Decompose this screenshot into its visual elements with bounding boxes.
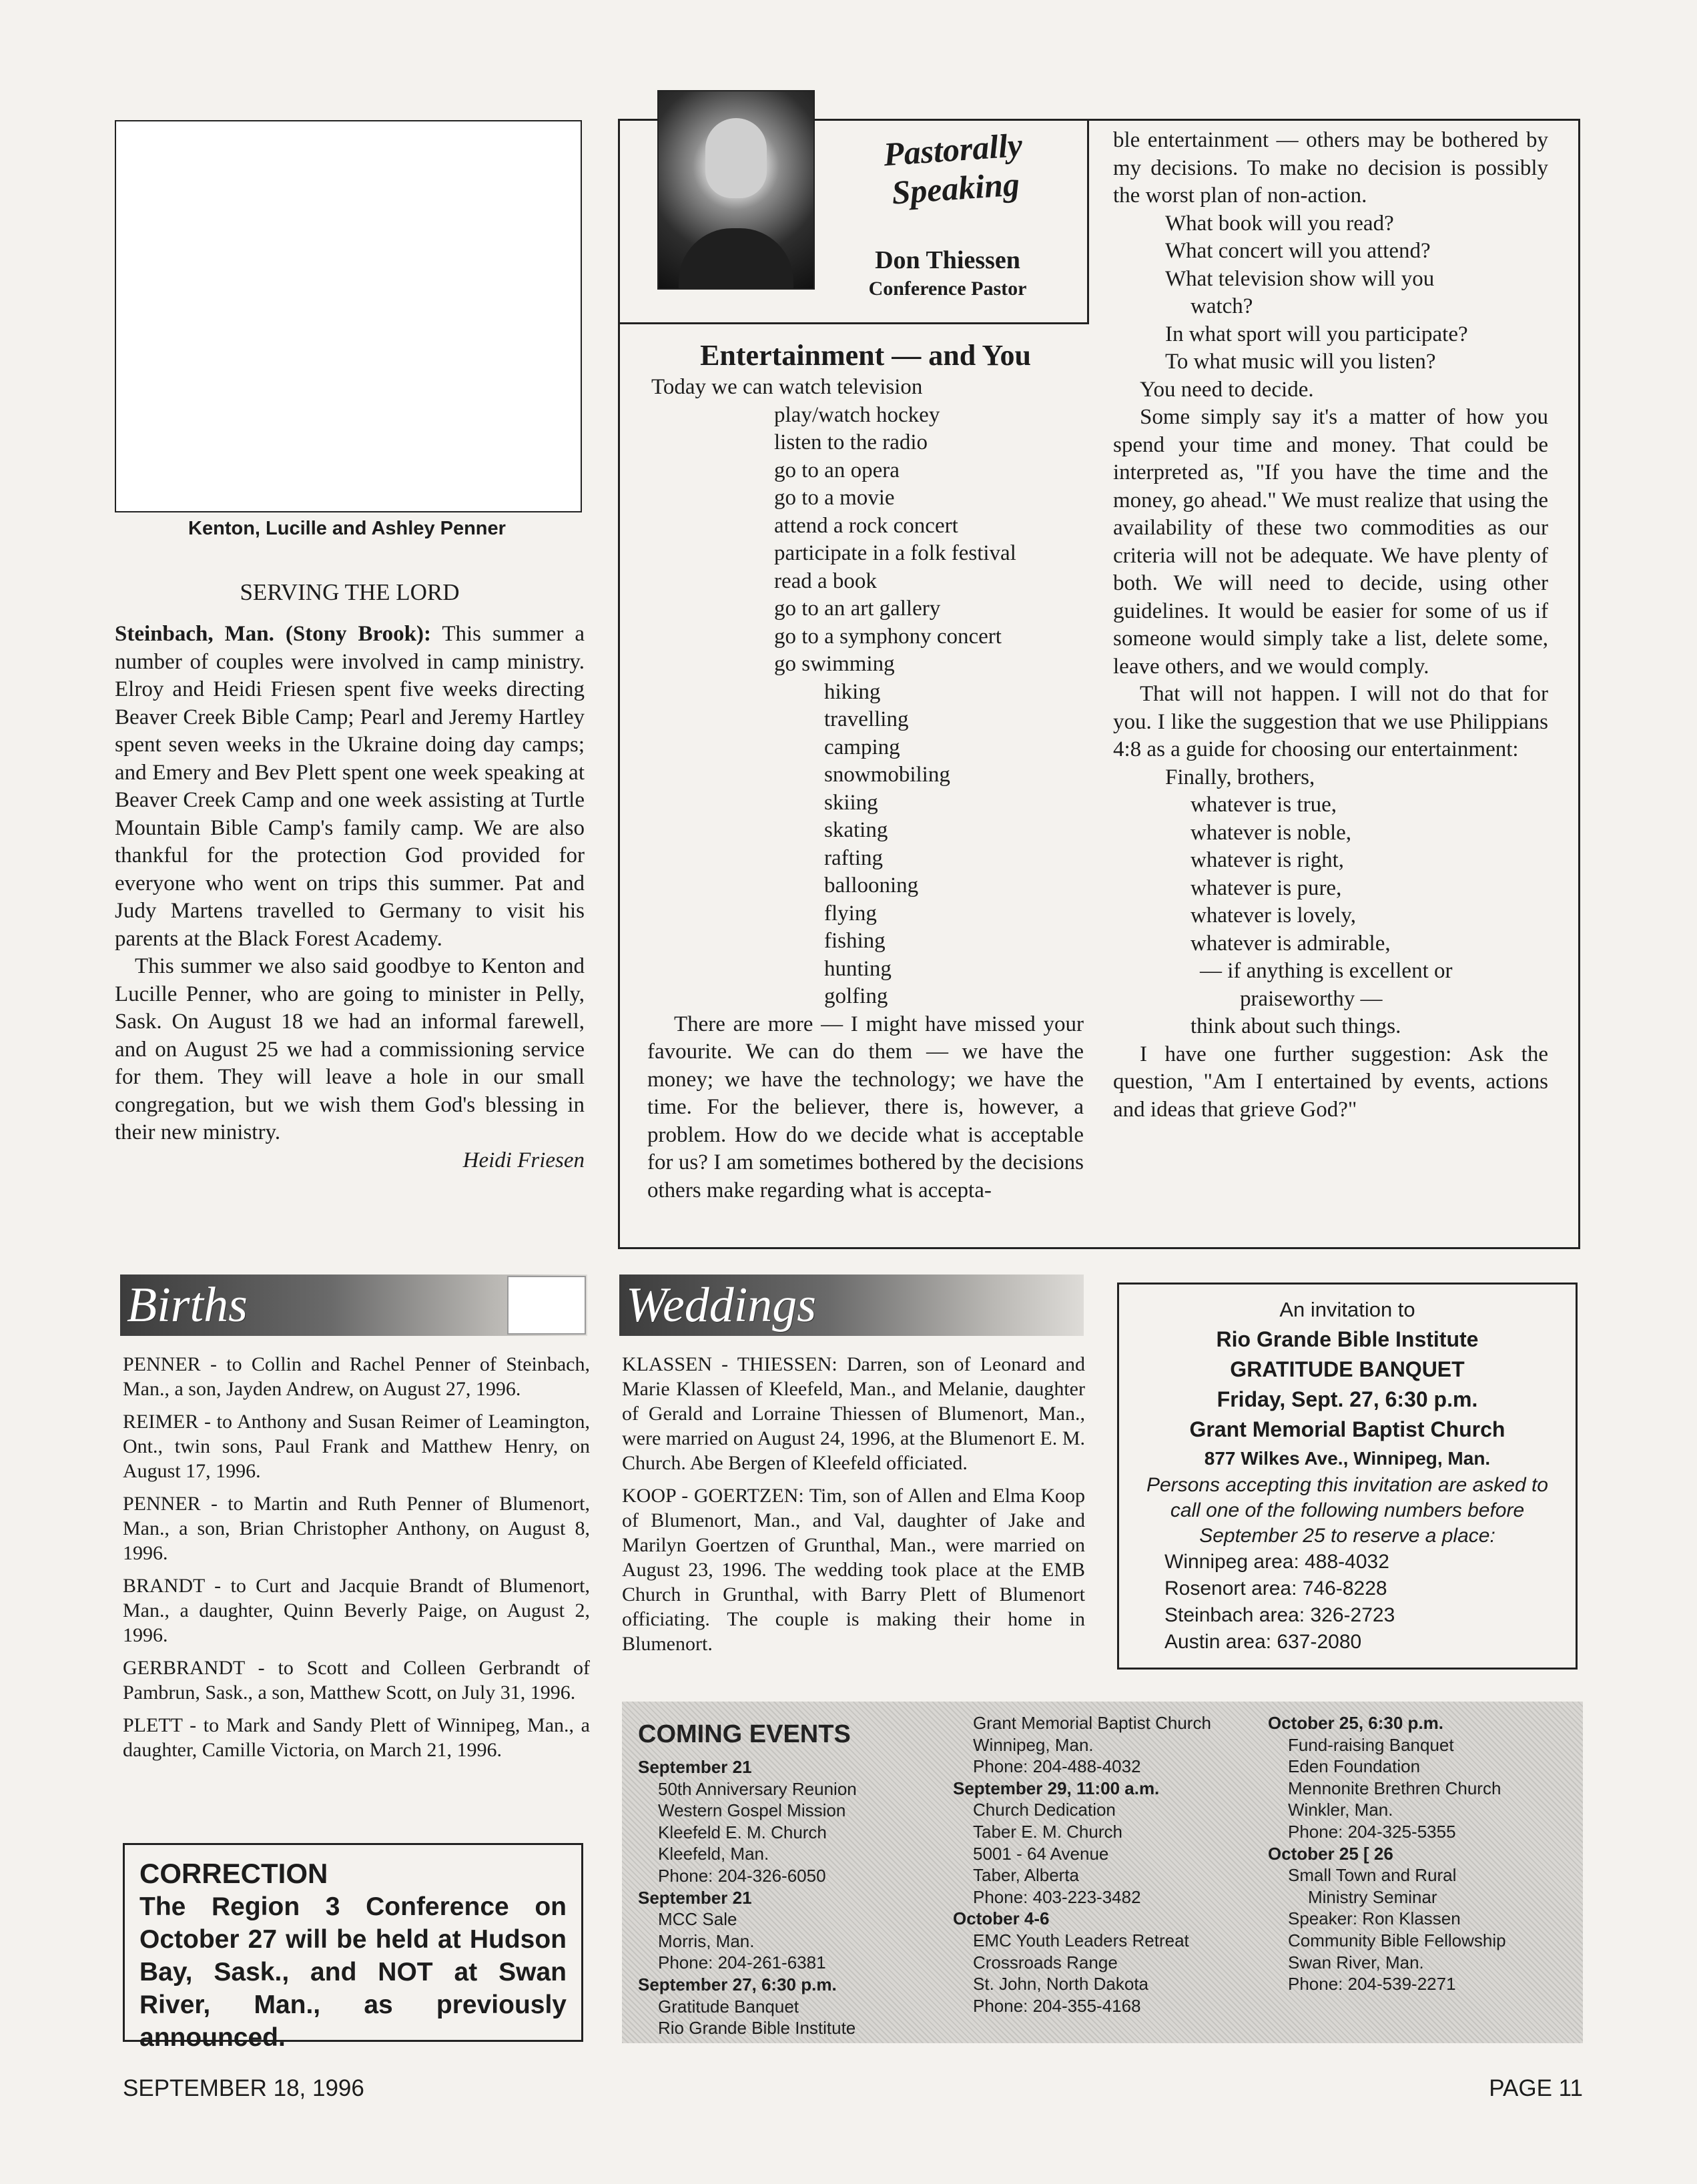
- activity-item: hiking: [824, 679, 881, 704]
- event-line: Swan River, Man.: [1288, 1952, 1424, 1972]
- question-item: What concert will you attend?: [1165, 239, 1431, 263]
- activity-list-1: [647, 402, 1084, 679]
- serving-title: SERVING THE LORD: [240, 579, 460, 605]
- event-line: St. John, North Dakota: [973, 1974, 1149, 1994]
- pastoral-author: Don Thiessen: [875, 246, 1020, 274]
- birth-entry: PLETT - to Mark and Sandy Plett of Winnipeg, Man., a daughter, Camille Victoria, on March 21, 1996.: [123, 1714, 590, 1761]
- verse-line: whatever is true,: [1191, 793, 1337, 817]
- event-line: Phone: 204-539-2271: [1288, 1974, 1456, 1994]
- event-line: Rio Grande Bible Institute: [658, 2018, 856, 2039]
- footer-page-number: PAGE 11: [1489, 2075, 1583, 2101]
- weddings-banner: [619, 1275, 1084, 1336]
- event-item: [638, 1974, 925, 2039]
- event-item: [953, 1778, 1247, 1908]
- event-date: September 21: [638, 1887, 752, 1908]
- birth-entry: PENNER - to Collin and Rachel Penner of Steinbach, Man., a son, Jayden Andrew, on August 27, 1996.: [123, 1353, 590, 1400]
- activity-item: skiing: [824, 790, 878, 815]
- verse-line: whatever is noble,: [1191, 820, 1352, 845]
- invitation-line-2: GRATITUDE BANQUET: [1230, 1357, 1465, 1381]
- activity-item: snowmobiling: [824, 763, 950, 787]
- event-date: October 25 [ 26: [1268, 1843, 1393, 1864]
- author-photo-head: [705, 118, 767, 198]
- serving-byline: Heidi Friesen: [462, 1148, 585, 1172]
- verse-line: whatever is admirable,: [1191, 931, 1391, 956]
- verse-list: [1113, 764, 1548, 1041]
- event-line: Taber E. M. Church: [973, 1821, 1122, 1842]
- activity-item: attend a rock concert: [774, 513, 958, 538]
- event-line: Gratitude Banquet: [658, 1996, 799, 2017]
- events-title: COMING EVENTS: [638, 1720, 851, 1748]
- logo-line-2: Speaking: [890, 165, 1021, 212]
- activity-item: participate in a folk festival: [774, 541, 1016, 565]
- activity-item: flying: [824, 901, 877, 926]
- verse-line: whatever is right,: [1191, 848, 1345, 872]
- invitation-phone: Steinbach area: 326-2723: [1164, 1604, 1395, 1626]
- verse-line: whatever is pure,: [1191, 875, 1342, 900]
- births-banner-box: [507, 1276, 586, 1335]
- question-item: watch?: [1191, 294, 1253, 318]
- event-line: Fund-raising Banquet: [1288, 1734, 1454, 1755]
- event-line: Community Bible Fellowship: [1288, 1930, 1506, 1950]
- birth-entry: PENNER - to Martin and Ruth Penner of Blumenort, Man., a son, Brian Christopher Anthony, on August 8, 1996.: [123, 1493, 590, 1564]
- activity-item: play/watch hockey: [774, 402, 940, 427]
- event-date: September 21: [638, 1757, 752, 1777]
- event-line: Taber, Alberta: [973, 1865, 1079, 1886]
- serving-article: [115, 579, 585, 1174]
- serving-paragraph-2: This summer we also said goodbye to Kenton and Lucille Penner, who are going to minister in Pelly, Sask. On August 18 we had an informal farewell, and on August 25 we had a commissioning service for them. They will leave a hole in our small congregation, but we wish them God's blessing in their new ministry.: [115, 954, 585, 1144]
- weddings-list: [622, 1352, 1085, 1656]
- invitation-intro: An invitation to: [1279, 1298, 1415, 1321]
- event-line: Kleefeld E. M. Church: [658, 1822, 827, 1842]
- pastoral-decide: You need to decide.: [1140, 377, 1314, 402]
- wedding-entry: KLASSEN - THIESSEN: Darren, son of Leonard and Marie Klassen of Kleefeld, Man., and Melanie, daughter of Gerald and Lorraine Thiessen of Blumenort, Man., were married on August 24, 1996, at the Blumenort E. M. Church. Abe Bergen of Kleefeld officiated.: [622, 1353, 1085, 1474]
- birth-entry: BRANDT - to Curt and Jacquie Brandt of Blumenort, Man., a daughter, Quinn Beverly Paige, on August 2, 1996.: [123, 1575, 590, 1646]
- activity-list-2: [647, 679, 1084, 1011]
- photo-caption: Kenton, Lucille and Ashley Penner: [188, 518, 506, 539]
- event-line: Western Gospel Mission: [658, 1800, 846, 1821]
- event-line: Phone: 204-355-4168: [973, 1995, 1141, 2016]
- verse-line: — if anything is excellent or: [1200, 959, 1453, 983]
- event-line: Kleefeld, Man.: [658, 1844, 769, 1864]
- author-photo: [657, 90, 815, 290]
- births-list: [123, 1352, 590, 1762]
- invitation-phone: Rosenort area: 746-8228: [1164, 1577, 1387, 1599]
- event-line: Winnipeg, Man.: [973, 1734, 1094, 1755]
- verse-line: whatever is lovely,: [1191, 903, 1357, 928]
- invitation-address: 877 Wilkes Ave., Winnipeg, Man.: [1204, 1448, 1491, 1469]
- activity-item: go to a symphony concert: [774, 624, 1002, 649]
- invitation-phone: Winnipeg area: 488-4032: [1164, 1551, 1389, 1573]
- author-photo-suit: [679, 228, 793, 288]
- activity-item: golfing: [824, 984, 888, 1008]
- invitation-note: Persons accepting this invitation are asked to call one of the following numbers before September 25 to reserve a place:: [1146, 1474, 1548, 1547]
- pastoral-paragraph-more: There are more — I might have missed your favourite. We can do them — we have the money; we have the technology; we have the time. For the believer, there is, however, a problem. How do we decide what is acceptable for us? I am sometimes bothered by the decisions others make regarding what is accepta-: [647, 1012, 1084, 1202]
- event-line: Ministry Seminar: [1308, 1886, 1437, 1907]
- verse-line: Finally, brothers,: [1165, 765, 1315, 789]
- weddings-header: Weddings: [626, 1278, 817, 1333]
- event-line: 50th Anniversary Reunion: [658, 1778, 857, 1799]
- event-item: [638, 1756, 925, 1887]
- event-line: Eden Foundation: [1288, 1756, 1421, 1777]
- event-date: October 4-6: [953, 1908, 1050, 1929]
- event-line: Phone: 403-223-3482: [973, 1886, 1141, 1907]
- event-item: [1268, 1843, 1575, 1995]
- activity-item: camping: [824, 735, 900, 759]
- event-line: Phone: 204-261-6381: [658, 1952, 826, 1973]
- verse-line: think about such things.: [1191, 1014, 1401, 1038]
- event-line: EMC Youth Leaders Retreat: [973, 1930, 1189, 1950]
- coming-events-panel: [622, 1702, 1583, 2043]
- invitation-phones: [1139, 1549, 1556, 1656]
- footer-date: SEPTEMBER 18, 1996: [123, 2075, 364, 2101]
- event-line: Morris, Man.: [658, 1930, 755, 1951]
- birth-entry: GERBRANDT - to Scott and Colleen Gerbrandt of Pambrun, Sask., a son, Matthew Scott, on July 31, 1996.: [123, 1657, 590, 1704]
- event-line: Speaker: Ron Klassen: [1288, 1908, 1461, 1929]
- pastoral-title: Entertainment — and You: [700, 339, 1031, 372]
- pastoral-role: Conference Pastor: [868, 278, 1027, 300]
- question-list: [1113, 210, 1548, 376]
- wedding-entry: KOOP - GOERTZEN: Tim, son of Allen and Elma Koop of Blumenort, Man., and Val, daughter of Jake and Marilyn Goertzen of Grunthal, Man., were married on August 23, 1996. The wedding took place at the EMB Church in Grunthal, with Barry Plett of Blumenort officiating. The couple is making their home in Blumenort.: [622, 1485, 1085, 1655]
- event-line: Winkler, Man.: [1288, 1800, 1393, 1820]
- photo-frame: [115, 120, 582, 512]
- event-line: Mennonite Brethren Church: [1288, 1778, 1501, 1798]
- activity-item: listen to the radio: [774, 430, 928, 454]
- correction-box: [123, 1843, 583, 2052]
- question-item: In what sport will you participate?: [1165, 322, 1468, 346]
- pastoral-column-1: [647, 338, 1084, 1204]
- serving-dateline: Steinbach, Man. (Stony Brook):: [115, 622, 431, 646]
- correction-text: The Region 3 Conference on October 27 will be held at Hudson Bay, Sask., and NOT at Swan River, Man., as previously announced.: [139, 1892, 567, 2052]
- event-date: September 27, 6:30 p.m.: [638, 1974, 837, 1994]
- activity-item: ballooning: [824, 873, 919, 897]
- event-line: Phone: 204-325-5355: [1288, 1821, 1456, 1842]
- event-line: Phone: 204-488-4032: [973, 1756, 1141, 1777]
- invitation-line-1: Rio Grande Bible Institute: [1216, 1327, 1479, 1351]
- invitation-box: [1117, 1283, 1578, 1670]
- serving-paragraph-1: [115, 621, 585, 953]
- activity-item: go to a movie: [774, 486, 895, 510]
- births-header: Births: [127, 1278, 248, 1333]
- invitation-line-4: Grant Memorial Baptist Church: [1189, 1417, 1505, 1441]
- event-line: Crossroads Range: [973, 1952, 1118, 1972]
- activity-item: skating: [824, 818, 888, 842]
- event-line: Small Town and Rural: [1288, 1865, 1457, 1886]
- question-item: What book will you read?: [1165, 211, 1394, 236]
- event-line: Phone: 204-326-6050: [658, 1865, 826, 1886]
- birth-entry: REIMER - to Anthony and Susan Reimer of Leamington, Ont., twin sons, Paul Frank and Matthew Henry, on August 17, 1996.: [123, 1411, 590, 1482]
- pastoral-col2-paragraph-4: I have one further suggestion: Ask the question, "Am I entertained by events, actions and ideas that grieve God?": [1113, 1042, 1548, 1122]
- correction-title: CORRECTION: [139, 1858, 328, 1889]
- event-line: Grant Memorial Baptist Church: [973, 1713, 1211, 1733]
- invitation-line-3: Friday, Sept. 27, 6:30 p.m.: [1217, 1387, 1478, 1411]
- activity-item: go swimming: [774, 652, 895, 676]
- event-item: [1268, 1712, 1575, 1843]
- pastoral-column-2: [1113, 127, 1548, 1124]
- events-column-3: [1268, 1712, 1575, 1995]
- activity-item: rafting: [824, 845, 883, 870]
- event-line: MCC Sale: [658, 1909, 737, 1930]
- activity-item: read a book: [774, 569, 877, 593]
- activity-item: travelling: [824, 707, 909, 731]
- activity-item: hunting: [824, 956, 892, 981]
- question-item: What television show will you: [1165, 266, 1435, 291]
- activity-item: fishing: [824, 929, 886, 953]
- event-line: Church Dedication: [973, 1800, 1116, 1820]
- invitation-phone: Austin area: 637-2080: [1164, 1631, 1362, 1653]
- event-item: [953, 1908, 1247, 2017]
- event-item: [953, 1712, 1247, 1778]
- activity-item: go to an art gallery: [774, 597, 941, 621]
- pastoral-intro: Today we can watch television: [651, 375, 923, 399]
- event-item: [638, 1887, 925, 1974]
- event-line: 5001 - 64 Avenue: [973, 1843, 1109, 1864]
- verse-line: praiseworthy —: [1240, 986, 1383, 1011]
- event-date: September 29, 11:00 a.m.: [953, 1778, 1160, 1798]
- pastoral-col2-paragraph-1: ble entertainment — others may be bothered by my decisions. To make no decision is possibly the worst plan of non-action.: [1113, 128, 1548, 208]
- event-date: October 25, 6:30 p.m.: [1268, 1713, 1443, 1733]
- activity-item: go to an opera: [774, 458, 900, 482]
- question-item: To what music will you listen?: [1165, 350, 1436, 374]
- events-column-2: [953, 1712, 1247, 2017]
- pastoral-col2-paragraph-2: Some simply say it's a matter of how you spend your time and money. That could be interpreted as, "If you have the time and the money, go ahead." We must realize that using the availability of these two commodities as our criteria will not be adequate. We have plenty of both. We will need to decide, using other guidelines. It would be easier for some of us if someone would simply take a list, delete some, leave others, and we would comply.: [1113, 405, 1548, 679]
- events-column-1: [638, 1756, 925, 2039]
- logo-line-1: Pastorally: [882, 125, 1024, 173]
- pastoral-col2-paragraph-3: That will not happen. I will not do that for you. I like the suggestion that we use Philippians 4:8 as a guide for choosing our entertainment:: [1113, 682, 1548, 761]
- serving-text-1: This summer a number of couples were involved in camp ministry. Elroy and Heidi Friesen spent five weeks directing Beaver Creek Bible Camp; Pearl and Jeremy Hartley spent seven weeks in the Ukraine doing day camps; and Emery and Bev Plett spent one week speaking at Beaver Creek Camp and one week assisting at Turtle Mountain Bible Camp's family camp. We are also thankful for the protection God provided for everyone who went on trips this summer. Pat and Judy Martens travelled to Germany to visit his parents at the Black Forest Academy.: [115, 622, 585, 951]
